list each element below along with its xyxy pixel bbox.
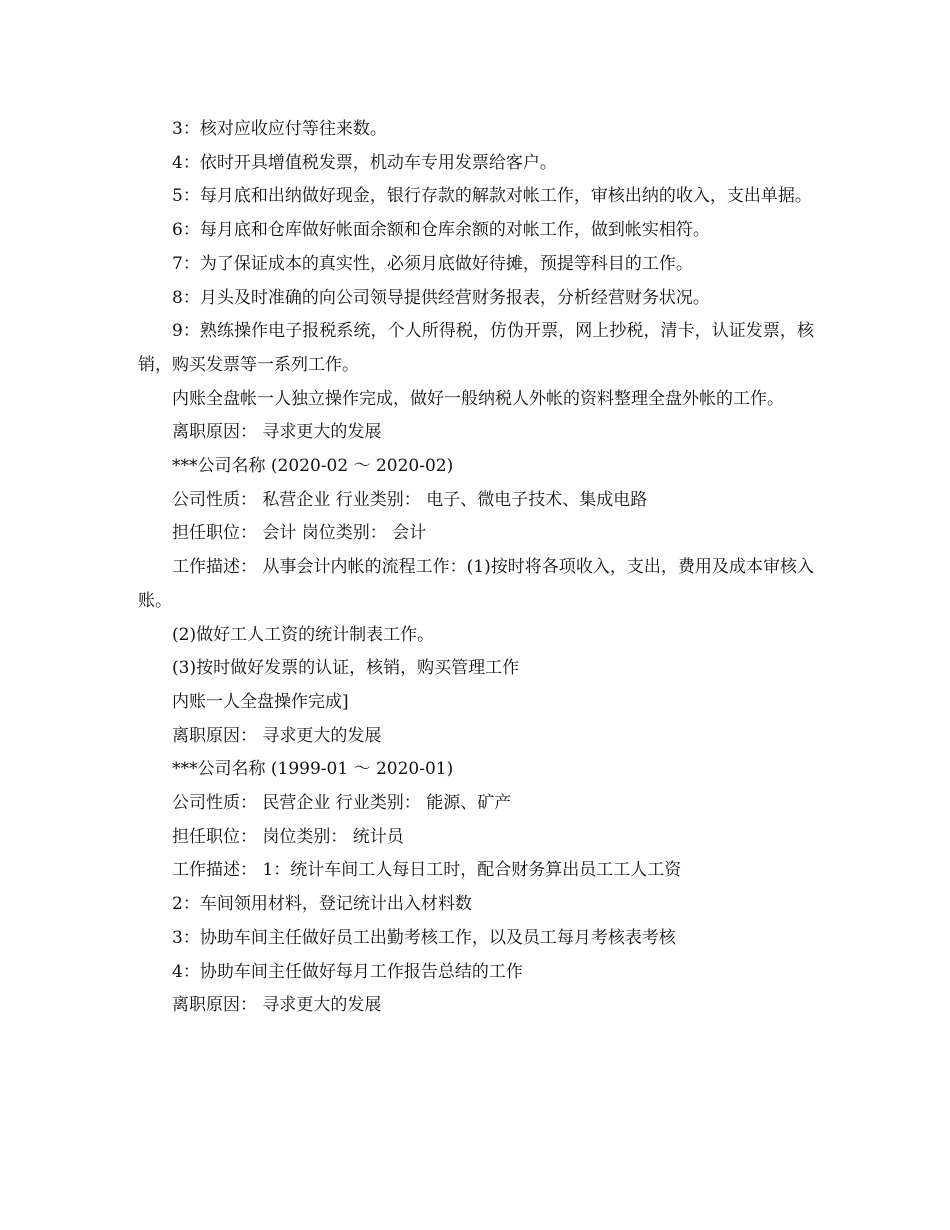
paragraph-22: 2：车间领用材料，登记统计出入材料数	[172, 894, 472, 915]
paragraph-8: 内账全盘帐一人独立操作完成，做好一般纳税人外帐的资料整理全盘外帐的工作。	[172, 388, 784, 409]
paragraph-24: 4：协助车间主任做好每月工作报告总结的工作	[172, 961, 523, 982]
paragraph-12: 担任职位： 会计 岗位类别： 会计	[172, 523, 427, 544]
document-body	[138, 113, 814, 1023]
paragraph-18: ***公司名称 (1999-01 ～ 2020-01)	[172, 759, 454, 780]
paragraph-4: 6：每月底和仓库做好帐面余额和仓库余额的对帐工作，做到帐实相符。	[172, 220, 710, 241]
paragraph-11: 公司性质： 私营企业 行业类别： 电子、微电子技术、集成电路	[172, 489, 648, 510]
paragraph-3: 5：每月底和出纳做好现金，银行存款的解款对帐工作，审核出纳的收入，支出单据。	[172, 186, 812, 207]
paragraph-9: 离职原因： 寻求更大的发展	[172, 422, 382, 443]
paragraph-13: 工作描述： 从事会计内帐的流程工作：(1)按时将各项收入，支出，费用及成本审核入账。	[138, 557, 814, 611]
paragraph-20: 担任职位： 岗位类别： 统计员	[172, 826, 404, 847]
paragraph-23: 3：协助车间主任做好员工出勤考核工作，以及员工每月考核表考核	[172, 927, 676, 948]
paragraph-1: 3：核对应收应付等往来数。	[172, 119, 387, 139]
paragraph-19: 公司性质： 民营企业 行业类别： 能源、矿产	[172, 793, 512, 814]
paragraph-14: (2)做好工人工资的统计制表工作。	[172, 624, 435, 645]
paragraph-7: 9：熟练操作电子报税系统，个人所得税，仿伪开票，网上抄税，清卡，认证发票，核销，购买发票等一系列工作。	[138, 321, 814, 375]
paragraph-17: 离职原因： 寻求更大的发展	[172, 725, 382, 746]
paragraph-5: 7：为了保证成本的真实性，必须月底做好待摊，预提等科目的工作。	[172, 253, 693, 274]
paragraph-15: (3)按时做好发票的认证，核销，购买管理工作	[172, 658, 520, 679]
paragraph-25: 离职原因： 寻求更大的发展	[172, 995, 382, 1016]
paragraph-21: 工作描述： 1：统计车间工人每日工时，配合财务算出员工工人工资	[172, 860, 682, 881]
paragraph-16: 内账一人全盘操作完成]	[172, 691, 349, 712]
paragraph-2: 4：依时开具增值税发票，机动车专用发票给客户。	[172, 152, 557, 173]
paragraph-6: 8：月头及时准确的向公司领导提供经营财务报表，分析经营财务状况。	[172, 287, 710, 308]
paragraph-10: ***公司名称 (2020-02 ～ 2020-02)	[172, 456, 454, 477]
